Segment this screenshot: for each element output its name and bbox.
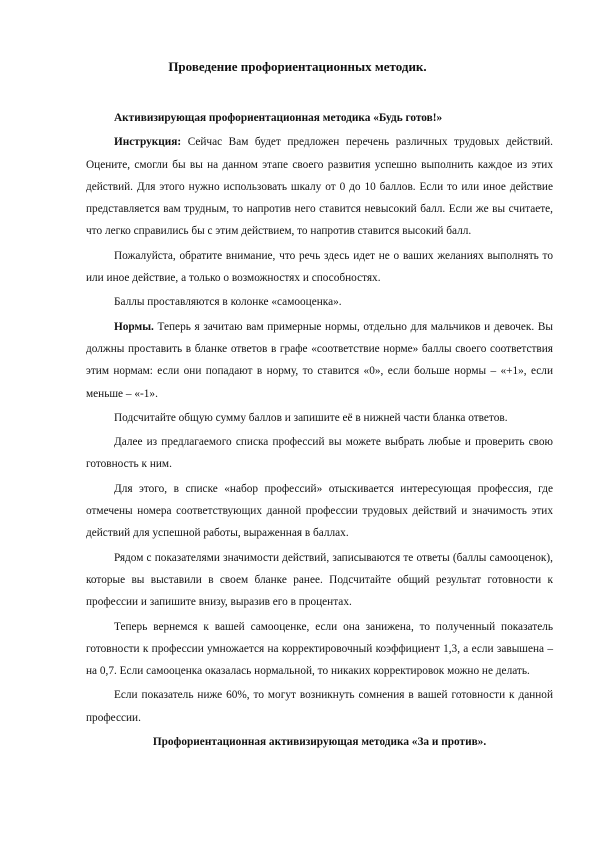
section-heading-pros-cons: Профориентационная активизирующая методика «За и против».	[152, 736, 487, 749]
norms-text: Теперь я зачитаю вам примерные нормы, отдельно для мальчиков и девочек. Вы должны проставить в бланке ответов в графе «соответствие норме» баллы своего соответствия этим нормам: если они попадают в норму, то ставится «0», если больше нормы – «+1», если меньше – «-1».	[86, 320, 553, 400]
paragraph-significance: Рядом с показателями значимости действий, записываются те ответы (баллы самооценок), которые вы выставили в своем бланке ранее. Подсчитайте общий результат готовности к профессии и запишите внизу, выразив его в процентах.	[86, 551, 553, 609]
paragraph-choose-professions: Далее из предлагаемого списка профессий вы можете выбрать любые и проверить свою готовность к ним.	[86, 436, 553, 471]
paragraph-norms	[86, 316, 553, 405]
paragraph-attention: Пожалуйста, обратите внимание, что речь здесь идет не о ваших желаниях выполнять то или иное действие, а только о возможностях и способностях.	[86, 249, 553, 285]
paragraph-instruction	[86, 131, 553, 242]
document-title: Проведение профориентационных методик.	[168, 59, 427, 74]
section-heading-be-ready: Активизирующая профориентационная методика «Будь готов!»	[114, 112, 443, 124]
paragraph-total-sum: Подсчитайте общую сумму баллов и запишите её в нижней части бланка ответов.	[114, 411, 508, 424]
norms-label: Нормы.	[114, 320, 154, 333]
document-body	[86, 107, 553, 755]
paragraph-professions-list: Для этого, в списке «набор профессий» отыскивается интересующая профессия, где отмечены номера соответствующих данной профессии трудовых действий и значимость этих действий для успешной работы, выраженная в баллах.	[86, 482, 553, 540]
paragraph-self-assessment: Теперь вернемся к вашей самооценке, если она занижена, то полученный показатель готовности к профессии умножается на корректировочный коэффициент 1,3, а если завышена – на 0,7. Если самооценка оказалась нормальной, то никаких корректировок можно не делать.	[86, 620, 553, 678]
instruction-text: Сейчас Вам будет предложен перечень различных трудовых действий. Оцените, смогли бы вы на данном этапе своего развития успешно выполнить каждое из этих действий. Для этого нужно использовать шкалу от 0 до 10 баллов. Если то или иное действие представляется вам трудным, то напротив него ставится невысокий балл. Если же вы считаете, что легко справились бы с этим действием, то напротив ставится высокий балл.	[86, 136, 553, 238]
paragraph-scores-column: Баллы проставляются в колонке «самооценка».	[114, 296, 342, 309]
paragraph-threshold: Если показатель ниже 60%, то могут возникнуть сомнения в вашей готовности к данной профессии.	[86, 689, 553, 724]
instruction-label: Инструкция:	[114, 136, 182, 149]
